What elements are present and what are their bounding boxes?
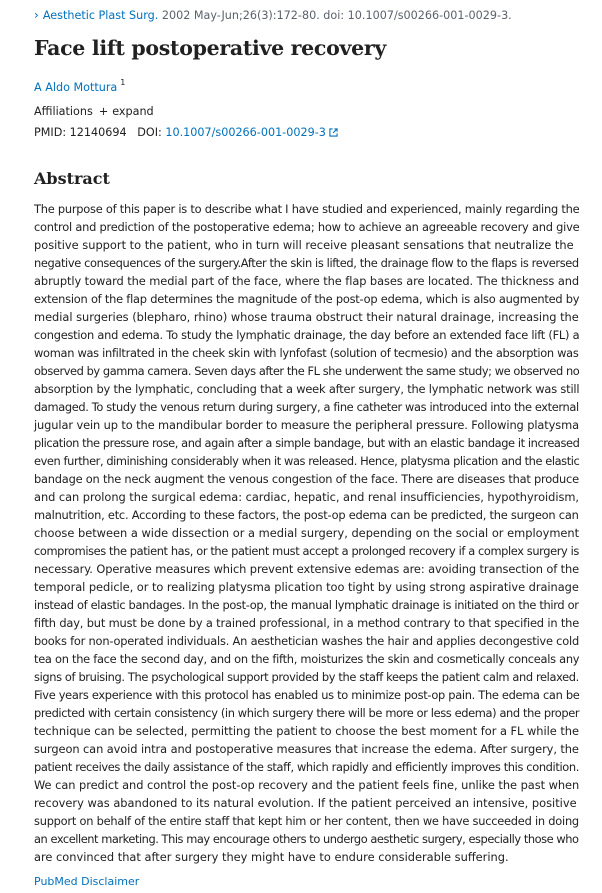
abstract-line: patient receives the daily assistance of the staff, which rapidly and efficiently improves this condition. [34,760,580,774]
abstract-line: positive support to the patient, who in turn will receive pleasant sensations that neutralize the [34,238,574,252]
journal-citation [34,7,512,24]
abstract-line: plication the pressure rose, and again after a simple bandage, but with an elastic bandage it increased [34,436,580,450]
plus-icon[interactable]: + [98,105,109,118]
expand-label[interactable]: expand [112,105,154,118]
author-link[interactable]: A Aldo Mottura [34,81,118,94]
abstract-line: even further, diminishing considerably when it was released. Hence, platysma plication and the elastic [34,454,580,468]
abstract-line: control and prediction of the postoperative edema; how to achieve an agreeable recovery and give [34,220,580,234]
affiliations-label: Affiliations [34,105,93,118]
abstract-line: negative consequences of the surgery.After the skin is lifted, the drainage flow to the flaps is reversed [34,256,579,270]
abstract-line: books for non-operated individuals. An aesthetician washes the hair and applies decongestive cold [34,634,579,648]
abstract-line: necessary. Operative measures which prevent extensive edemas are: avoiding transection of the [34,562,580,576]
abstract-line: jugular vein up to the mandibular border to measure the peripheral pressure. Following platysma [34,418,579,432]
doi-label: DOI: [137,126,162,139]
author-list [34,78,125,94]
abstract-line: compromises the patient has, or the patient must accept a prolonged recovery if a complex surgery is [34,544,579,558]
journal-link[interactable]: Aesthetic Plast Surg. [42,9,159,22]
abstract-line: support on behalf of the entire staff that kept him or her content, then we have succeeded in doing [34,814,579,828]
abstract-line: an excellent marketing. This may encourage others to undergo aesthetic surgery, especially those who [34,832,579,846]
affiliation-index: 1 [120,78,126,87]
abstract-line: instead of elastic bandages. In the post-op, the manual lymphatic drainage is initiated on the third or [34,598,579,612]
abstract-line: abruptly toward the medial part of the face, where the flap bases are located. The thickness and [34,274,580,288]
abstract-line: are convinced that after surgery they might have to endure considerable suffering. [34,850,509,864]
abstract-line: congestion and edema. To study the lymphatic drainage, the day before an extended face lift (FL) a [34,328,580,342]
pmid-label: PMID: [34,126,67,139]
abstract-line: We can predict and control the post-op recovery and the patient feels fine, unlike the past when [34,778,580,792]
abstract-line: signs of bruising. The psychological support provided by the staff keeps the patient calm and relaxed. [34,670,579,684]
citation-details: 2002 May-Jun;26(3):172-80. doi: 10.1007/s00266-001-0029-3. [161,9,512,22]
abstract-line: extension of the flap determines the magnitude of the post-op edema, which is also augmented by [34,292,580,306]
pmid-value: 12140694 [69,126,127,139]
article-title: Face lift postoperative recovery [34,36,386,60]
article-identifiers [34,126,338,139]
abstract-line: technique can be selected, permitting the patient to choose the best moment for a FL while the [34,724,579,738]
abstract-line: damaged. To study the venous return during surgery, a fine catheter was introduced into the external [34,400,579,414]
chevron-right-icon[interactable]: › [34,8,39,22]
abstract-line: and can prolong the surgical edema: cardiac, hepatic, and renal insufficiencies, hypothyroidism, [34,490,579,504]
doi-link[interactable]: 10.1007/s00266-001-0029-3 [165,126,326,139]
abstract-line: observed by gamma camera. Seven days after the FL she underwent the same study; we observed no [34,364,580,378]
abstract-line: medial surgeries (blepharo, rhino) whose trauma obstruct their natural drainage, increasing the [34,310,579,324]
external-link-icon[interactable] [329,128,338,137]
abstract-line: Five years experience with this protocol has enabled us to minimize post-op pain. The edema can be [34,688,580,702]
abstract-line: bandage on the neck augment the venous congestion of the face. There are diseases that produce [34,472,579,486]
abstract-line: surgeon can avoid intra and postoperative measures that increase the edema. After surgery, the [34,742,579,756]
abstract-line: recovery was abandoned to its natural evolution. If the patient perceived an intensive, positive [34,796,577,810]
abstract-line: predicted with certain consistency (in which surgery there will be more or less edema) and the proper [34,706,580,720]
abstract-line: woman was infiltrated in the cheek skin with lynfofast (solution of tecmesio) and the absorption was [34,346,579,360]
abstract-line: temporal pedicle, or to realizing platysma plication too tight by using strong aspirative drainage [34,580,579,594]
affiliations-toggle[interactable] [34,105,154,118]
abstract-line: absorption by the lymphatic, concluding that a week after surgery, the lymphatic network was still [34,382,580,396]
abstract-line: tea on the face the second day, and on the fifth, moisturizes the skin and cosmetically conceals any [34,652,580,666]
abstract-line: The purpose of this paper is to describe what I have studied and experienced, mainly regarding the [34,202,580,216]
abstract-heading: Abstract [34,169,110,188]
abstract-line: fifth day, but must be done by a trained professional, in a method contrary to that specified in the [34,616,580,630]
pubmed-disclaimer-link[interactable]: PubMed Disclaimer [34,875,140,888]
abstract-line: malnutrition, etc. According to these factors, the post-op edema can be predicted, the surgeon can [34,508,579,522]
abstract-line: choose between a wide dissection or a medial surgery, depending on the social or employment [34,526,580,540]
abstract-text [34,200,579,866]
